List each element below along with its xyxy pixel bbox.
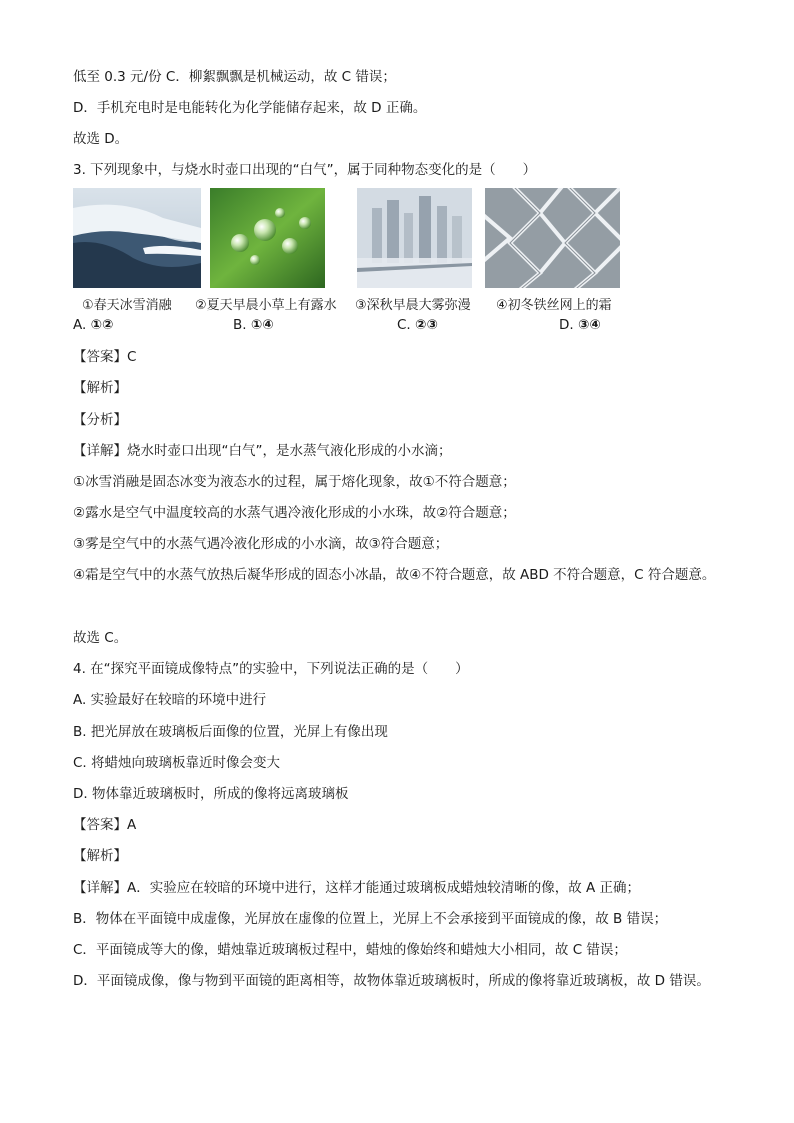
question-4: 4. 在“探究平面镜成像特点”的实验中，下列说法正确的是（ ） [73, 661, 469, 677]
analysis-label: 【解析】 [73, 848, 127, 864]
analysis-label: 【解析】 [73, 380, 127, 396]
detail-line: ③雾是空气中的水蒸气遇冷液化形成的小水滴，故③符合题意； [73, 536, 449, 552]
option-letter: B. [233, 317, 247, 333]
photo-ice-melting [73, 188, 201, 288]
question-3: 3. 下列现象中，与烧水时壶口出现的“白气”，属于同种物态变化的是（ ） [73, 162, 537, 178]
detail-line: B．物体在平面镜中成虚像，光屏放在虚像的位置上，光屏上不会承接到平面镜成的像，故 B 错误； [73, 911, 668, 927]
option-line: D. 物体靠近玻璃板时，所成的像将远离玻璃板 [73, 786, 349, 802]
photo-fog-city [357, 188, 472, 288]
analysis-sub-label: 【分析】 [73, 412, 127, 428]
option-line: A. 实验最好在较暗的环境中进行 [73, 692, 267, 708]
option-d [559, 317, 601, 333]
photo-caption: ③深秋早晨大雾弥漫 [355, 298, 471, 313]
detail-line: C．平面镜成等大的像，蜡烛靠近玻璃板过程中，蜡烛的像始终和蜡烛大小相同，故 C 错误； [73, 942, 627, 958]
option-line: C. 将蜡烛向玻璃板靠近时像会变大 [73, 755, 281, 771]
select-line: 故选 C。 [73, 630, 128, 646]
photo-frost-fence [485, 188, 620, 288]
detail-line: 【详解】烧水时壶口出现“白气”，是水蒸气液化形成的小水滴； [73, 443, 452, 459]
option-letter: C. [397, 317, 411, 333]
detail-line: ②露水是空气中温度较高的水蒸气遇冷液化形成的小水珠，故②符合题意； [73, 505, 516, 521]
option-value: ①④ [250, 317, 274, 333]
option-c [397, 317, 438, 333]
option-letter: A. [73, 317, 87, 333]
photo-caption: ②夏天早晨小草上有露水 [195, 298, 337, 313]
text-line: D．手机充电时是电能转化为化学能储存起来，故 D 正确。 [73, 100, 427, 116]
option-b [233, 317, 274, 333]
detail-line: ①冰雪消融是固态冰变为液态水的过程，属于熔化现象，故①不符合题意； [73, 474, 516, 490]
photo-caption: ①春天冰雪消融 [82, 298, 172, 313]
option-letter: D. [559, 317, 574, 333]
option-value: ③④ [577, 317, 601, 333]
answer-label: 【答案】C [73, 349, 137, 365]
answer-label: 【答案】A [73, 817, 137, 833]
option-a [73, 317, 113, 333]
detail-line: D．平面镜成像，像与物到平面镜的距离相等，故物体靠近玻璃板时，所成的像将靠近玻璃板，故 D 错误。 [73, 973, 710, 989]
detail-line: 【详解】A．实验应在较暗的环境中进行，这样才能通过玻璃板成蜡烛较清晰的像，故 A 正确； [73, 880, 641, 896]
text-line: 故选 D。 [73, 131, 129, 147]
option-line: B. 把光屏放在玻璃板后面像的位置，光屏上有像出现 [73, 724, 388, 740]
photo-caption: ④初冬铁丝网上的霜 [496, 298, 612, 313]
option-value: ②③ [415, 317, 438, 333]
detail-line: ④霜是空气中的水蒸气放热后凝华形成的固态小冰晶，故④不符合题意，故 ABD 不符合题意，C 符合题意。 [73, 567, 716, 583]
photo-dew-drops [210, 188, 325, 288]
option-value: ①② [90, 317, 114, 333]
text-line: 低至 0.3 元/份 C．柳絮飘飘是机械运动，故 C 错误； [73, 69, 396, 85]
